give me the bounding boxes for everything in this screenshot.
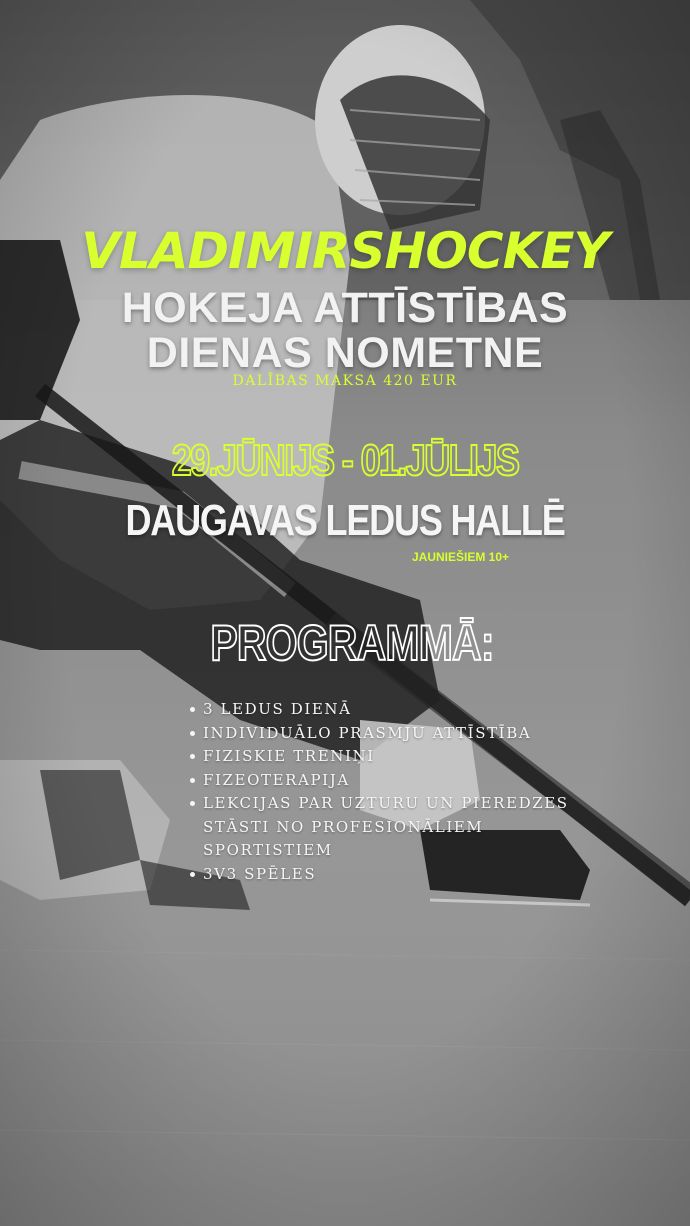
venue-name: DAUGAVAS LEDUS HALLĒ: [125, 496, 565, 545]
age-group: JAUNIEŠIEM 10+: [412, 550, 510, 564]
camp-title-line-2: DIENAS NOMETNE: [146, 329, 544, 377]
participation-fee: DALĪBAS MAKSA 420 EUR: [232, 373, 458, 389]
list-item: FIZISKIE TRENIŅI: [188, 745, 608, 769]
program-list: [188, 698, 608, 886]
list-item: LEKCIJAS PAR UZTURU UN PIEREDZES STĀSTI NO PROFESIONĀLIEM SPORTISTIEM: [188, 792, 608, 863]
list-item: 3V3 SPĒLES: [188, 863, 608, 887]
camp-dates: 29.JŪNIJS - 01.JŪLIJS: [171, 436, 519, 485]
brand-title: VLADIMIRSHOCKEY: [81, 222, 609, 280]
list-item: 3 LEDUS DIENĀ: [188, 698, 608, 722]
list-item: FIZEOTERAPIJA: [188, 769, 608, 793]
program-heading: PROGRAMMĀ:: [210, 615, 494, 671]
list-item: INDIVIDUĀLO PRASMJU ATTĪSTĪBA: [188, 722, 608, 746]
camp-title-line-1: HOKEJA ATTĪSTĪBAS: [121, 284, 569, 332]
